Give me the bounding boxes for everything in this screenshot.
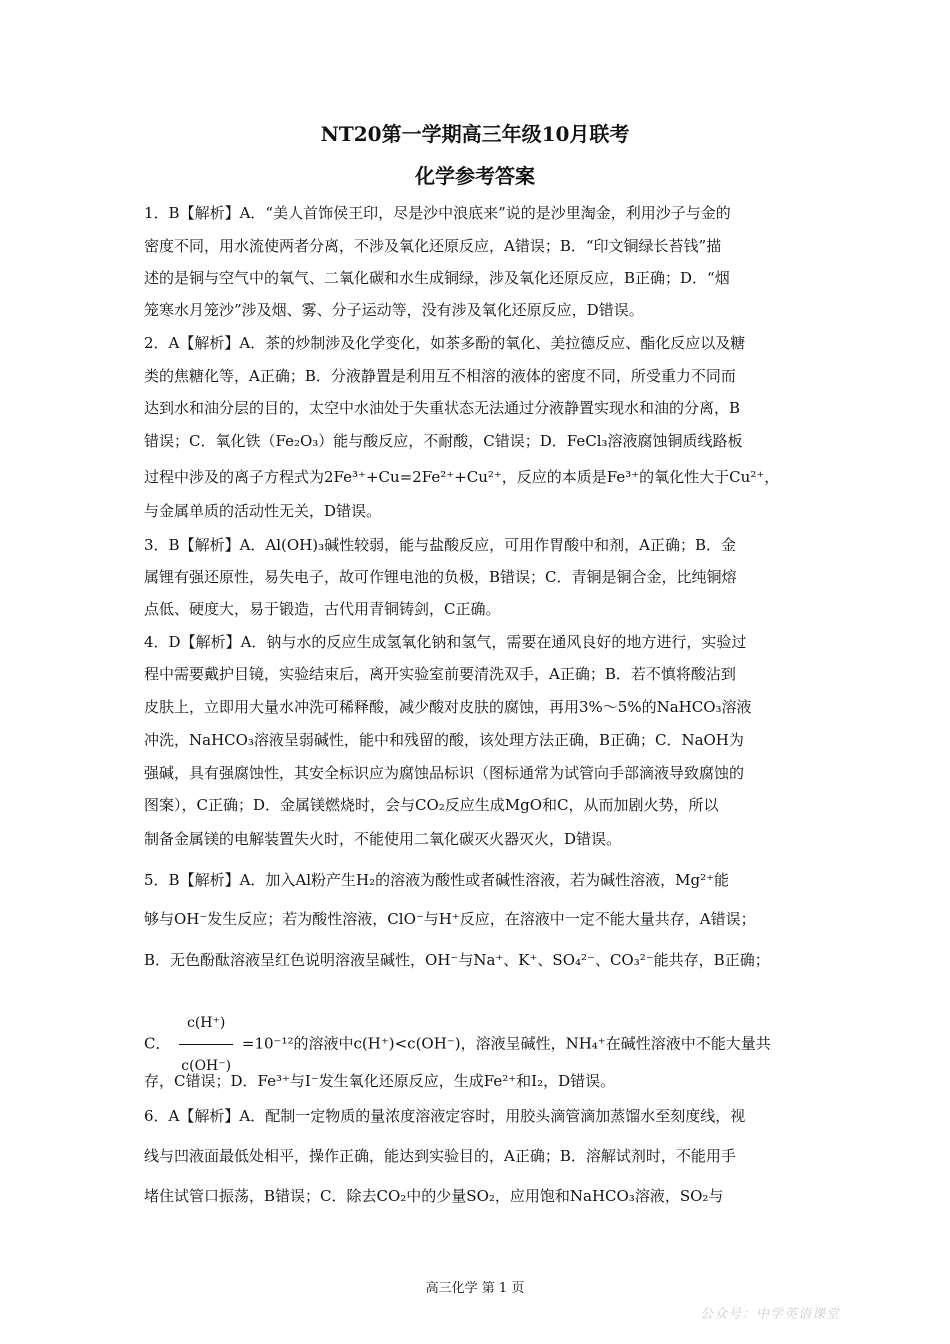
text-line: 强碱，具有强腐蚀性，其安全标识应为腐蚀品标识（图标通常为试管向手部滴液导致腐蚀的 bbox=[144, 764, 745, 782]
text-line: 5．B【解析】A．加入Al粉产生H₂的溶液为酸性或者碱性溶液，若为碱性溶液，Mg²⁺能 bbox=[144, 871, 730, 889]
formula-suffix: =10⁻¹²的溶液中c(H⁺)<c(OH⁻)，溶液呈碱性，NH₄⁺在碱性溶液中不能大量共 bbox=[241, 1034, 771, 1053]
text-line: B．无色酚酞溶液呈红色说明溶液呈碱性，OH⁻与Na⁺、K⁺、SO₄²⁻、CO₃²⁻能共存，B正确； bbox=[144, 951, 770, 969]
text-line: 程中需要戴护目镜，实验结束后，离开实验室前要清洗双手，A正确；B．若不慎将酸沾到 bbox=[144, 665, 736, 683]
text-line: 制备金属镁的电解装置失火时，不能使用二氧化碳灭火器灭火，D错误。 bbox=[144, 830, 622, 848]
text-line: 图案），C正确；D．金属镁燃烧时，会与CO₂反应生成MgO和C，从而加剧火势，所以 bbox=[144, 796, 719, 814]
text-line: 皮肤上，立即用大量水冲洗可稀释酸，减少酸对皮肤的腐蚀，再用3%～5%的NaHCO₃溶液 bbox=[144, 698, 752, 716]
formula-prefix: C． bbox=[144, 1034, 171, 1053]
text-line: 过程中涉及的离子方程式为2Fe³⁺+Cu=2Fe²⁺+Cu²⁺，反应的本质是Fe³⁺的氧化性大于Cu²⁺， bbox=[144, 468, 780, 486]
text-line: 够与OH⁻发生反应；若为酸性溶液，ClO⁻与H⁺反应，在溶液中一定不能大量共存，A错误； bbox=[144, 910, 756, 928]
page-title: NT20第一学期高三年级10月联考 bbox=[320, 122, 630, 146]
page-subtitle: 化学参考答案 bbox=[415, 164, 535, 188]
text-line: 1．B【解析】A．“美人首饰侯王印，尽是沙中浪底来”说的是沙里淘金，利用沙子与金的 bbox=[144, 204, 731, 222]
text-line: 点低、硬度大，易于锻造，古代用青铜铸剑，C正确。 bbox=[144, 600, 501, 618]
page-footer: 高三化学 第 1 页 bbox=[425, 1281, 525, 1296]
text-line: 堵住试管口振荡，B错误；C．除去CO₂中的少量SO₂，应用饱和NaHCO₃溶液，SO₂与 bbox=[144, 1187, 724, 1205]
text-line: 2．A【解析】A．茶的炒制涉及化学变化，如茶多酚的氧化、美拉德反应、酯化反应以及糖 bbox=[144, 334, 746, 352]
text-line: 述的是铜与空气中的氧气、二氧化碳和水生成铜绿，涉及氧化还原反应，B正确；D．“烟 bbox=[144, 269, 730, 287]
text-line: 类的焦糖化等，A正确；B．分液静置是利用互不相溶的液体的密度不同，所受重力不同而 bbox=[144, 367, 736, 385]
text-line: 线与凹液面最低处相平，操作正确，能达到实验目的，A正确；B．溶解试剂时，不能用手 bbox=[144, 1147, 736, 1165]
text-line: 达到水和油分层的目的，太空中水油处于失重状态无法通过分液静置实现水和油的分离，B bbox=[144, 399, 741, 417]
text-line: 错误；C．氧化铁（Fe₂O₃）能与酸反应，不耐酸，C错误；D．FeCl₃溶液腐蚀铜质线路板 bbox=[144, 432, 743, 450]
text-line: 3．B【解析】A．Al(OH)₃碱性较弱，能与盐酸反应，可用作胃酸中和剂，A正确；B．金 bbox=[144, 536, 736, 554]
text-line: 冲洗，NaHCO₃溶液呈弱碱性，能中和残留的酸，该处理方法正确，B正确；C．NaOH为 bbox=[144, 731, 744, 749]
watermark: 公众号：中学英语课堂 bbox=[700, 1307, 841, 1322]
text-line: 与金属单质的活动性无关，D错误。 bbox=[144, 502, 382, 520]
text-line: 属锂有强还原性，易失电子，故可作锂电池的负极，B错误；C．青铜是铜合金，比纯铜熔 bbox=[144, 568, 737, 586]
text-line: 笼寒水月笼沙”涉及烟、雾、分子运动等，没有涉及氧化还原反应，D错误。 bbox=[144, 301, 644, 319]
text-line: 6．A【解析】A．配制一定物质的量浓度溶液定容时，用胶头滴管滴加蒸馏水至刻度线，视 bbox=[144, 1107, 746, 1125]
text-line: 密度不同，用水流使两者分离，不涉及氧化还原反应，A错误；B．“印文铜绿长苔钱”描 bbox=[144, 237, 722, 255]
fraction-denominator: c(OH⁻) bbox=[181, 1058, 232, 1074]
text-line: 存，C错误；D．Fe³⁺与I⁻发生氧化还原反应，生成Fe²⁺和I₂，D错误。 bbox=[144, 1072, 616, 1090]
fraction-numerator: c(H⁺) bbox=[179, 1002, 233, 1045]
text-line: 4．D【解析】A．钠与水的反应生成氢氧化钠和氢气，需要在通风良好的地方进行，实验过 bbox=[144, 633, 747, 651]
